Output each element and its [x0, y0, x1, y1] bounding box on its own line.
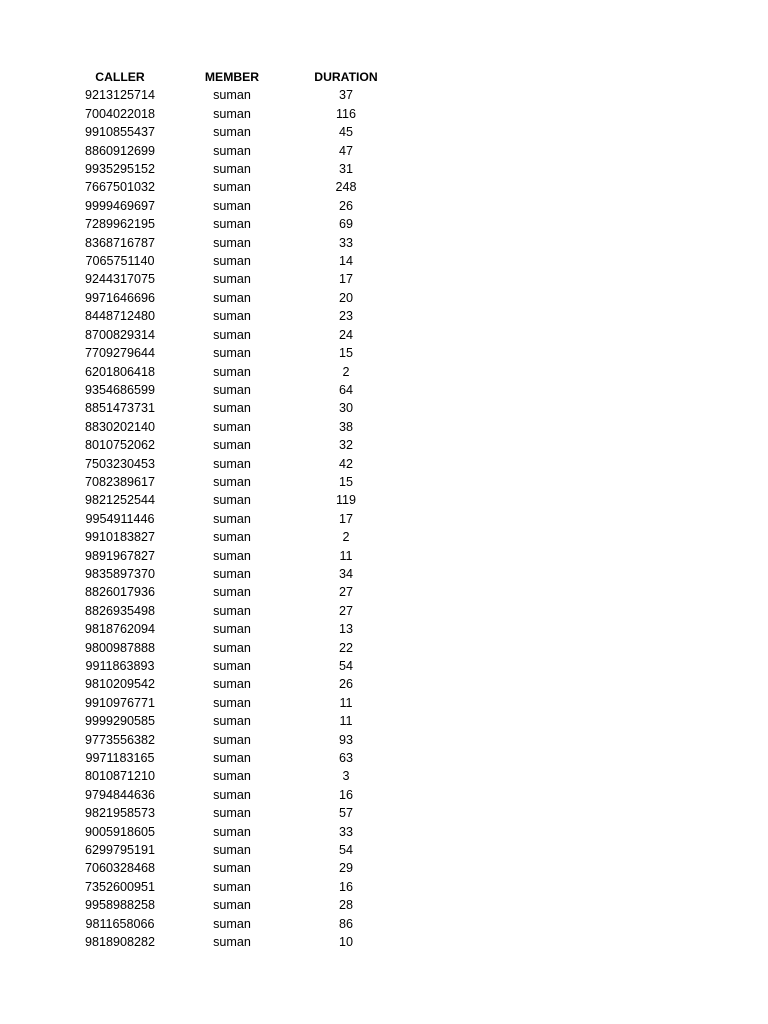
duration-cell: 23 [338, 309, 353, 324]
table-row [64, 215, 404, 233]
caller-cell: 9971646696 [84, 290, 156, 305]
caller-cell: 9910855437 [84, 125, 156, 140]
duration-cell: 11 [339, 548, 353, 563]
member-cell: suman [213, 677, 251, 692]
member-column-header: MEMBER [204, 70, 260, 84]
duration-cell: 15 [338, 346, 353, 361]
table-row [64, 786, 404, 804]
caller-cell: 9910183827 [84, 530, 156, 545]
member-cell: suman [213, 217, 251, 232]
table-row [64, 491, 404, 509]
duration-cell: 57 [338, 806, 353, 821]
member-cell: suman [213, 566, 251, 581]
caller-cell: 7667501032 [84, 180, 156, 195]
table-row [64, 510, 404, 528]
duration-cell: 20 [338, 290, 353, 305]
table-row [64, 749, 404, 767]
table-row [64, 933, 404, 951]
member-cell: suman [213, 272, 251, 287]
caller-cell: 9213125714 [84, 88, 156, 103]
caller-cell: 8368716787 [84, 235, 156, 250]
member-cell: suman [213, 346, 251, 361]
member-cell: suman [213, 419, 251, 434]
member-cell: suman [213, 751, 251, 766]
table-row [64, 528, 404, 546]
caller-cell: 9999290585 [84, 714, 156, 729]
duration-cell: 116 [335, 106, 357, 121]
member-cell: suman [213, 162, 251, 177]
member-cell: suman [213, 603, 251, 618]
duration-cell: 30 [338, 401, 353, 416]
duration-cell: 17 [338, 272, 353, 287]
member-cell: suman [213, 861, 251, 876]
caller-cell: 8851473731 [84, 401, 156, 416]
member-cell: suman [213, 290, 251, 305]
duration-cell: 64 [338, 382, 353, 397]
caller-column-header: CALLER [95, 70, 145, 84]
caller-cell: 9354686599 [84, 382, 156, 397]
caller-cell: 9971183165 [85, 751, 155, 766]
duration-cell: 26 [338, 198, 353, 213]
table-row [64, 767, 404, 785]
table-row [64, 896, 404, 914]
member-cell: suman [213, 143, 251, 158]
duration-cell: 2 [342, 364, 350, 379]
table-row [64, 473, 404, 491]
duration-cell: 15 [338, 474, 353, 489]
table-row [64, 841, 404, 859]
member-cell: suman [213, 327, 251, 342]
member-cell: suman [213, 916, 251, 931]
member-cell: suman [213, 180, 251, 195]
member-cell: suman [213, 382, 251, 397]
member-cell: suman [213, 898, 251, 913]
caller-cell: 9910976771 [84, 695, 156, 710]
table-row [64, 381, 404, 399]
caller-cell: 8700829314 [84, 327, 156, 342]
duration-cell: 54 [338, 659, 353, 673]
member-cell: suman [213, 511, 251, 526]
member-cell: suman [213, 125, 251, 140]
caller-cell: 9935295152 [84, 162, 156, 177]
member-cell: suman [213, 474, 251, 489]
table-row [64, 915, 404, 933]
table-row [64, 197, 404, 215]
table-row [64, 455, 404, 473]
member-cell: suman [213, 714, 251, 729]
table-row [64, 86, 404, 104]
table-row [64, 583, 404, 601]
duration-cell: 86 [338, 916, 353, 931]
caller-cell: 8826017936 [84, 585, 156, 600]
table-row [64, 252, 404, 270]
caller-cell: 8010752062 [84, 438, 156, 453]
member-cell: suman [213, 88, 251, 103]
member-cell: suman [213, 401, 251, 416]
duration-cell: 10 [338, 935, 353, 950]
caller-cell: 7082389617 [84, 474, 156, 489]
spreadsheet-sheet [0, 68, 768, 952]
duration-cell: 34 [338, 566, 353, 581]
duration-cell: 27 [338, 585, 353, 600]
member-cell: suman [213, 585, 251, 600]
member-cell: suman [213, 659, 251, 673]
duration-cell: 31 [338, 162, 353, 177]
table-row [64, 657, 404, 675]
caller-cell: 9244317075 [84, 272, 156, 287]
caller-cell: 9800987888 [84, 640, 156, 655]
member-cell: suman [213, 843, 251, 858]
member-cell: suman [213, 640, 251, 655]
caller-cell: 8860912699 [84, 143, 156, 158]
duration-cell: 27 [338, 603, 353, 618]
table-row [64, 123, 404, 141]
header-row [64, 68, 404, 86]
caller-cell: 7352600951 [84, 879, 156, 894]
duration-cell: 119 [335, 493, 357, 508]
duration-cell: 3 [342, 769, 350, 784]
duration-cell: 29 [338, 861, 353, 876]
caller-cell: 8448712480 [84, 309, 156, 324]
duration-cell: 13 [338, 622, 353, 637]
duration-cell: 45 [338, 125, 353, 140]
table-row [64, 639, 404, 657]
duration-cell: 22 [338, 640, 353, 655]
member-cell: suman [213, 935, 251, 950]
member-cell: suman [213, 806, 251, 821]
duration-cell: 93 [338, 732, 353, 747]
caller-cell: 6299795191 [84, 843, 156, 858]
caller-cell: 7709279644 [84, 346, 156, 361]
table-row [64, 731, 404, 749]
table-row [64, 344, 404, 362]
duration-cell: 11 [339, 695, 353, 710]
caller-cell: 9794844636 [84, 787, 156, 802]
duration-cell: 37 [338, 88, 353, 103]
member-cell: suman [213, 309, 251, 324]
caller-cell: 9818762094 [84, 622, 156, 637]
duration-cell: 16 [338, 879, 353, 894]
member-cell: suman [213, 695, 251, 710]
member-cell: suman [213, 456, 251, 471]
duration-cell: 26 [338, 677, 353, 692]
duration-cell: 47 [338, 143, 353, 158]
member-cell: suman [213, 106, 251, 121]
caller-cell: 9810209542 [84, 677, 156, 692]
member-cell: suman [213, 198, 251, 213]
member-cell: suman [213, 364, 251, 379]
caller-cell: 9821958573 [84, 806, 156, 821]
caller-cell: 9891967827 [84, 548, 156, 563]
table-row [64, 565, 404, 583]
table-row [64, 289, 404, 307]
table-body [64, 86, 404, 951]
duration-cell: 32 [338, 438, 353, 453]
table-row [64, 307, 404, 325]
caller-cell: 9773556382 [84, 732, 156, 747]
caller-cell: 7065751140 [85, 254, 155, 269]
caller-cell: 7004022018 [84, 106, 156, 121]
table-row [64, 270, 404, 288]
caller-cell: 8826935498 [84, 603, 156, 618]
duration-cell: 38 [338, 419, 353, 434]
member-cell: suman [213, 530, 251, 545]
duration-cell: 17 [338, 511, 353, 526]
duration-cell: 28 [338, 898, 353, 913]
duration-cell: 16 [338, 787, 353, 802]
member-cell: suman [213, 438, 251, 453]
table-row [64, 823, 404, 841]
member-cell: suman [213, 548, 251, 563]
table-row [64, 804, 404, 822]
caller-cell: 7503230453 [84, 456, 156, 471]
caller-cell: 9954911446 [85, 511, 155, 526]
duration-cell: 63 [338, 751, 353, 766]
duration-cell: 14 [338, 254, 353, 269]
caller-cell: 9821252544 [84, 493, 156, 508]
table-row [64, 620, 404, 638]
duration-cell: 69 [338, 217, 353, 232]
duration-cell: 248 [335, 180, 357, 195]
member-cell: suman [213, 879, 251, 894]
caller-cell: 8830202140 [84, 419, 156, 434]
member-cell: suman [213, 732, 251, 747]
duration-column-header: DURATION [314, 70, 378, 84]
table-row [64, 363, 404, 381]
table-row [64, 712, 404, 730]
duration-cell: 54 [338, 843, 353, 858]
caller-cell: 9911863893 [85, 659, 155, 673]
caller-cell: 9958988258 [84, 898, 156, 913]
table-row [64, 234, 404, 252]
table-row [64, 178, 404, 196]
member-cell: suman [213, 622, 251, 637]
caller-cell: 8010871210 [84, 769, 156, 784]
table-row [64, 326, 404, 344]
duration-cell: 11 [339, 714, 353, 729]
caller-cell: 9005918605 [84, 824, 156, 839]
table-row [64, 436, 404, 454]
member-cell: suman [213, 824, 251, 839]
member-cell: suman [213, 493, 251, 508]
table-row [64, 399, 404, 417]
caller-cell: 6201806418 [84, 364, 156, 379]
caller-cell: 9999469697 [84, 198, 156, 213]
table-row [64, 602, 404, 620]
table-row [64, 160, 404, 178]
table-row [64, 859, 404, 877]
member-cell: suman [213, 254, 251, 269]
duration-cell: 2 [342, 530, 350, 545]
member-cell: suman [213, 787, 251, 802]
table-row [64, 878, 404, 896]
caller-cell: 7289962195 [84, 217, 156, 232]
duration-cell: 24 [338, 327, 353, 342]
caller-cell: 9818908282 [84, 935, 156, 950]
member-cell: suman [213, 769, 251, 784]
table-row [64, 547, 404, 565]
table-row [64, 105, 404, 123]
duration-cell: 33 [338, 235, 353, 250]
call-log-table [64, 68, 404, 952]
caller-cell: 7060328468 [84, 861, 156, 876]
table-row [64, 418, 404, 436]
caller-cell: 9811658066 [85, 916, 155, 931]
table-row [64, 694, 404, 712]
member-cell: suman [213, 235, 251, 250]
duration-cell: 33 [338, 824, 353, 839]
table-row [64, 675, 404, 693]
caller-cell: 9835897370 [84, 566, 156, 581]
table-row [64, 142, 404, 160]
duration-cell: 42 [338, 456, 353, 471]
